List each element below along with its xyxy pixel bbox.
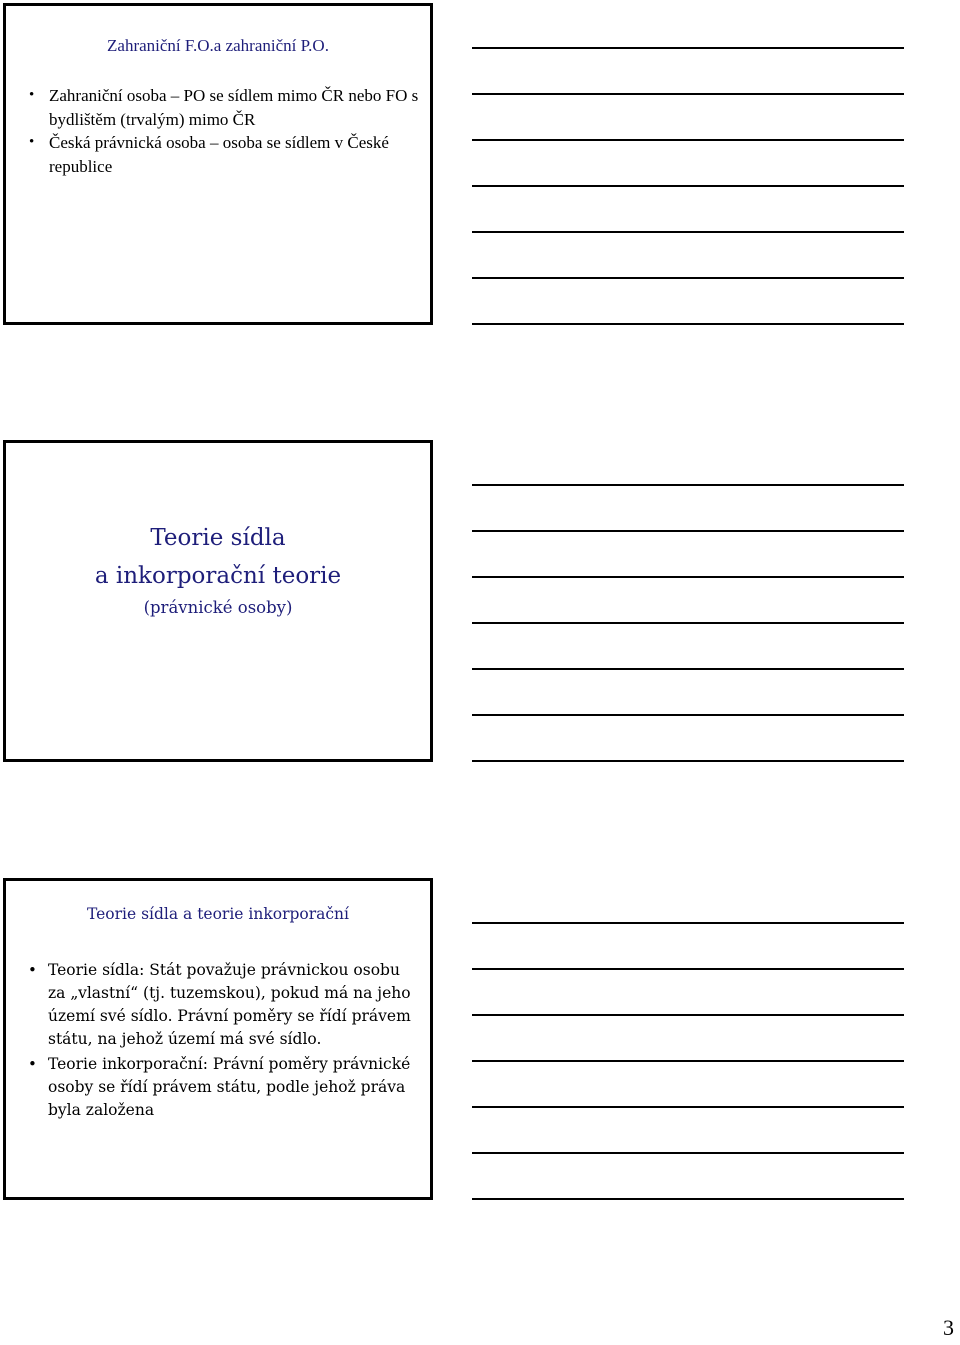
slide-2-subtitle: (právnické osoby) bbox=[143, 598, 293, 617]
bullet-item bbox=[28, 1053, 418, 1122]
note-line bbox=[472, 1198, 904, 1200]
bullet-icon: • bbox=[29, 134, 35, 150]
note-line bbox=[472, 922, 904, 924]
slide-3-bullet-list bbox=[28, 959, 418, 1124]
page-number: 3 bbox=[943, 1315, 954, 1340]
note-line bbox=[472, 323, 904, 325]
note-line bbox=[472, 622, 904, 624]
bullet-text: Zahraniční osoba – PO se sídlem mimo ČR nebo FO s bydlištěm (trvalým) mimo ČR bbox=[49, 86, 419, 129]
note-line bbox=[472, 576, 904, 578]
bullet-item bbox=[28, 959, 418, 1051]
bullet-item bbox=[29, 131, 429, 178]
slide-1-bullet-list bbox=[29, 84, 429, 178]
bullet-icon: • bbox=[28, 961, 37, 979]
slide-2-title-line-2: a inkorporační teorie bbox=[94, 563, 342, 589]
bullet-text: Teorie inkorporační: Právní poměry právnické osoby se řídí právem státu, podle jehož práva byla založena bbox=[48, 1055, 411, 1119]
note-line bbox=[472, 47, 904, 49]
note-line bbox=[472, 277, 904, 279]
slide-1 bbox=[3, 3, 433, 325]
note-line bbox=[472, 231, 904, 233]
slide-2-title-line-1: Teorie sídla bbox=[150, 525, 286, 551]
note-line bbox=[472, 668, 904, 670]
slide-3 bbox=[3, 878, 433, 1200]
note-line bbox=[472, 1060, 904, 1062]
bullet-text: Česká právnická osoba – osoba se sídlem v České republice bbox=[49, 133, 389, 176]
note-line bbox=[472, 93, 904, 95]
bullet-icon: • bbox=[28, 1055, 37, 1073]
bullet-item bbox=[29, 84, 429, 131]
note-line bbox=[472, 139, 904, 141]
bullet-text: Teorie sídla: Stát považuje právnickou osobu za „vlastní“ (tj. tuzemskou), pokud má na jeho území své sídlo. Právní poměry se řídí právem státu, na jehož území má své sídlo. bbox=[48, 961, 411, 1048]
note-line bbox=[472, 484, 904, 486]
note-line bbox=[472, 1106, 904, 1108]
note-line bbox=[472, 1152, 904, 1154]
slide-2 bbox=[3, 440, 433, 762]
slide-3-title: Teorie sídla a teorie inkorporační bbox=[86, 905, 350, 923]
note-line bbox=[472, 185, 904, 187]
note-line bbox=[472, 760, 904, 762]
note-line bbox=[472, 530, 904, 532]
bullet-icon: • bbox=[29, 87, 35, 103]
note-line bbox=[472, 1014, 904, 1016]
note-line bbox=[472, 714, 904, 716]
slide-1-title: Zahraniční F.O.a zahraniční P.O. bbox=[107, 36, 329, 55]
note-line bbox=[472, 968, 904, 970]
